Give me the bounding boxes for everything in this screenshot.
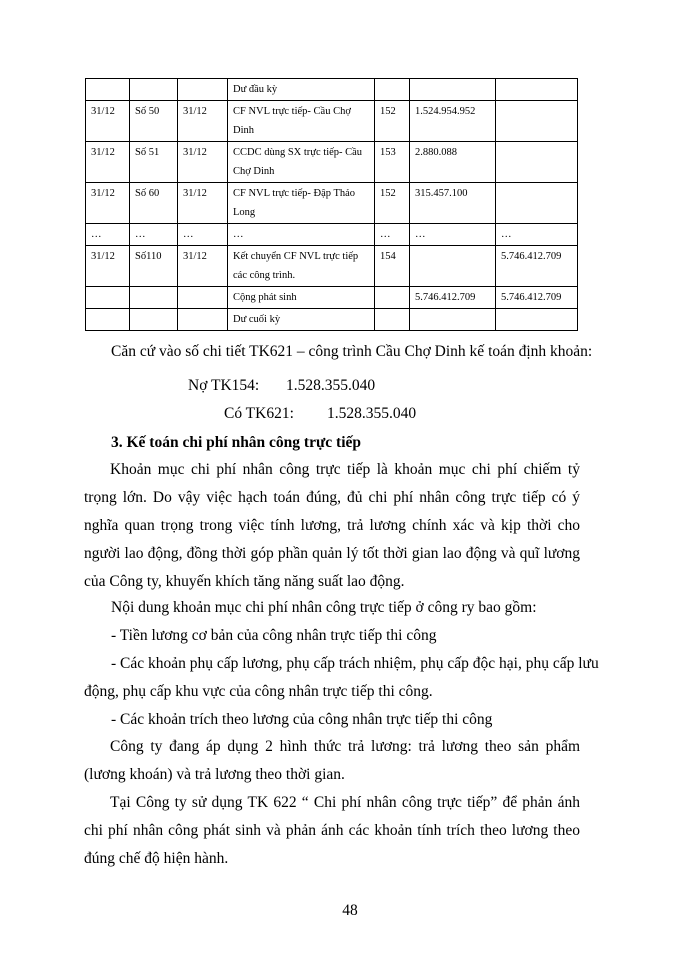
cell-doc-no: …	[130, 224, 178, 246]
bullet-2-line-1: - Các khoản phụ cấp lương, phụ cấp trách nhiệm, phụ cấp độc hại, phụ cấp lưu	[111, 655, 599, 672]
cell-account: 152	[375, 183, 410, 224]
basis-line: Căn cứ vào số chi tiết TK621 – công trình Cầu Chợ Dinh kế toán định khoản:	[111, 343, 593, 360]
cell-date: 31/12	[86, 142, 130, 183]
table-row	[86, 79, 578, 101]
cell-doc-no: Số 51	[130, 142, 178, 183]
credit-value: 1.528.355.040	[327, 405, 417, 422]
cell-description: Cộng phát sinh	[228, 287, 375, 309]
debit-value: 1.528.355.040	[286, 377, 376, 394]
paragraph-3: Công ty đang áp dụng 2 hình thức trả lương: trả lương theo sản phẩm (lương khoán) và trả lương theo thời gian.	[84, 738, 580, 783]
cell-credit	[496, 101, 578, 142]
cell-account: 153	[375, 142, 410, 183]
cell-doc-date: 31/12	[178, 142, 228, 183]
cell-description: Dư cuối kỳ	[228, 309, 375, 331]
table-row	[86, 287, 578, 309]
bullet-1: - Tiền lương cơ bản của công nhân trực tiếp thi công	[111, 627, 437, 644]
cell-doc-date: 31/12	[178, 101, 228, 142]
debit-label: Nợ TK154:	[188, 377, 260, 394]
cell-account: 152	[375, 101, 410, 142]
cell-doc-date	[178, 287, 228, 309]
cell-debit	[410, 79, 496, 101]
cell-account	[375, 309, 410, 331]
table-row	[86, 101, 578, 142]
cell-account	[375, 79, 410, 101]
cell-date	[86, 287, 130, 309]
cell-account: …	[375, 224, 410, 246]
cell-credit: 5.746.412.709	[496, 246, 578, 287]
credit-label: Có TK621:	[224, 405, 294, 422]
bullet-2-line-2: động, phụ cấp khu vực của công nhân trực tiếp thi công.	[84, 683, 433, 700]
paragraph-1: Khoản mục chi phí nhân công trực tiếp là khoản mục chi phí chiếm tỷ trọng lớn. Do vậy việc hạch toán đúng, đủ chi phí nhân công trực tiếp có ý nghĩa quan trọng trong việc tính lương, trả lương chính xác và kịp thời cho người lao động, đồng thời góp phần quản lý tốt thời gian lao động và quĩ lương của Công ty, khuyến khích tăng năng suất lao động.	[84, 461, 580, 590]
bullet-3: - Các khoản trích theo lương của công nhân trực tiếp thi công	[111, 711, 493, 728]
cell-date	[86, 79, 130, 101]
cell-date: 31/12	[86, 183, 130, 224]
cell-doc-no: Số 60	[130, 183, 178, 224]
table-row	[86, 309, 578, 331]
cell-credit	[496, 309, 578, 331]
cell-account	[375, 287, 410, 309]
cell-debit: …	[410, 224, 496, 246]
cell-credit	[496, 79, 578, 101]
table-row	[86, 224, 578, 246]
cell-description: CF NVL trực tiếp- Cầu Chợ Dinh	[228, 101, 375, 142]
cell-description: Dư đầu kỳ	[228, 79, 375, 101]
cell-doc-date	[178, 79, 228, 101]
cell-credit	[496, 142, 578, 183]
cell-debit: 1.524.954.952	[410, 101, 496, 142]
cell-description: …	[228, 224, 375, 246]
cell-date: 31/12	[86, 101, 130, 142]
ledger-table	[85, 78, 578, 331]
table-row	[86, 246, 578, 287]
paragraph-2: Nội dung khoản mục chi phí nhân công trực tiếp ở công ry bao gồm:	[111, 599, 537, 616]
paragraph-4: Tại Công ty sử dụng TK 622 “ Chi phí nhân công trực tiếp” để phản ánh chi phí nhân công phát sinh và phản ánh các khoản tính trích theo lương theo đúng chế độ hiện hành.	[84, 794, 580, 867]
section-heading: 3. Kế toán chi phí nhân công trực tiếp	[111, 434, 361, 451]
cell-doc-no	[130, 287, 178, 309]
cell-description: CF NVL trực tiếp- Đập Thảo Long	[228, 183, 375, 224]
cell-debit: 2.880.088	[410, 142, 496, 183]
cell-account: 154	[375, 246, 410, 287]
cell-doc-date: …	[178, 224, 228, 246]
page-number: 48	[342, 902, 358, 919]
cell-debit	[410, 309, 496, 331]
cell-date: …	[86, 224, 130, 246]
cell-doc-date: 31/12	[178, 246, 228, 287]
cell-description: Kết chuyển CF NVL trực tiếp các công trình.	[228, 246, 375, 287]
cell-doc-date	[178, 309, 228, 331]
cell-doc-no	[130, 79, 178, 101]
cell-debit: 315.457.100	[410, 183, 496, 224]
cell-credit	[496, 183, 578, 224]
cell-date	[86, 309, 130, 331]
cell-doc-no	[130, 309, 178, 331]
cell-description: CCDC dùng SX trực tiếp- Cầu Chợ Dinh	[228, 142, 375, 183]
cell-date: 31/12	[86, 246, 130, 287]
table-row	[86, 142, 578, 183]
table-row	[86, 183, 578, 224]
cell-credit: …	[496, 224, 578, 246]
cell-doc-no: Số 50	[130, 101, 178, 142]
cell-doc-date: 31/12	[178, 183, 228, 224]
cell-credit: 5.746.412.709	[496, 287, 578, 309]
cell-doc-no: Số110	[130, 246, 178, 287]
cell-debit	[410, 246, 496, 287]
cell-debit: 5.746.412.709	[410, 287, 496, 309]
